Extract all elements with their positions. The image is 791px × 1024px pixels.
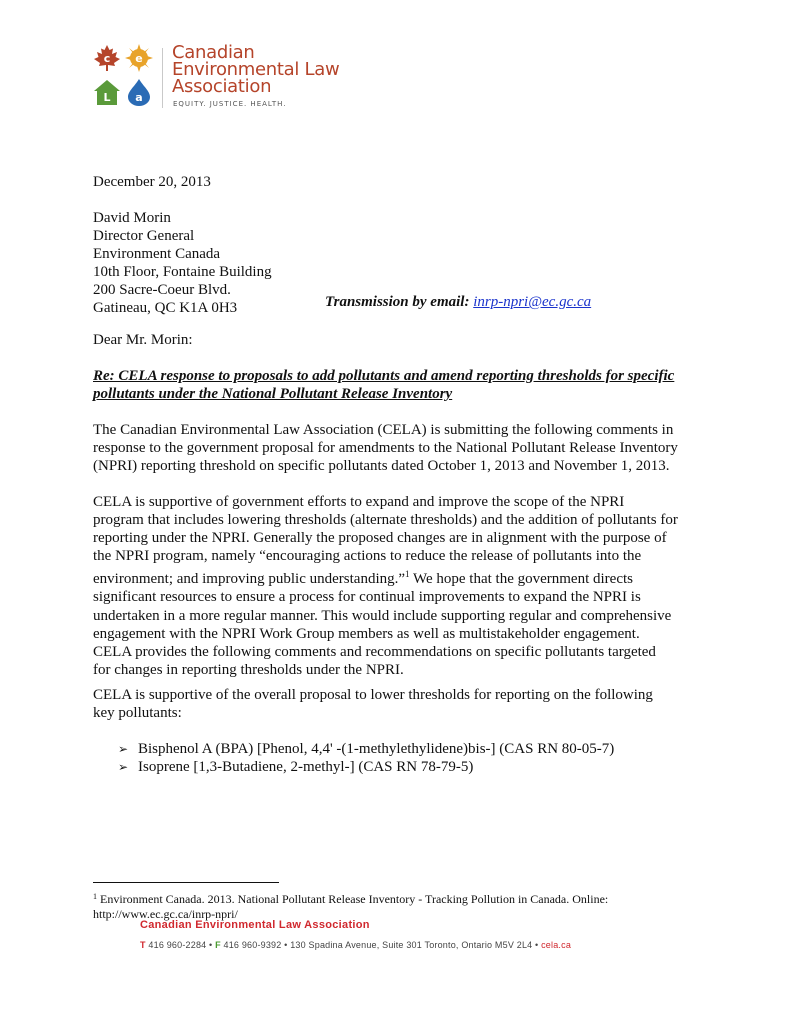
logo-name-line: Environmental Law xyxy=(172,59,340,80)
footer-org-name: Canadian Environmental Law Association xyxy=(140,919,370,931)
footnote-line xyxy=(93,889,608,907)
paragraph-support xyxy=(93,493,713,679)
paragraph-line: for changes in reporting thresholds under the NPRI. xyxy=(93,661,404,678)
paragraph-line: undertaken in a more regular manner. This would include supporting regular and comprehensive xyxy=(93,607,672,624)
cela-logo xyxy=(93,44,343,114)
house-icon xyxy=(93,78,121,106)
logo-divider xyxy=(162,48,163,108)
footer-contact xyxy=(140,940,571,950)
recipient-address-line: 10th Floor, Fontaine Building xyxy=(93,264,272,281)
paragraph-line: CELA provides the following comments and recommendations on specific pollutants targeted xyxy=(93,643,656,660)
footer-fax-address: 416 960-9392 • 130 Spadina Avenue, Suite 301 Toronto, Ontario M5V 2L4 • xyxy=(220,940,542,950)
recipient-address-line: Gatineau, QC K1A 0H3 xyxy=(93,300,238,317)
list-item xyxy=(118,740,614,758)
paragraph-key-pollutants xyxy=(93,686,713,722)
list-item xyxy=(118,758,614,776)
subject-line xyxy=(93,367,713,403)
logo-org-name xyxy=(172,44,339,95)
paragraph-line: reporting under the NPRI. Generally the proposed changes are in alignment with the purpose of xyxy=(93,530,667,547)
paragraph-line-text: environment; and improving public understanding.” xyxy=(93,571,406,588)
transmission-label: Transmission by email: xyxy=(325,294,470,310)
paragraph-line: significant resources to ensure a process for continual improvements to expand the NPRI is xyxy=(93,589,641,606)
subject-line-text: pollutants under the National Pollutant Release Inventory xyxy=(93,386,453,403)
paragraph-line: response to the government proposal for amendments to the National Pollutant Release Inventory xyxy=(93,440,678,457)
logo-icon-grid xyxy=(93,44,155,106)
footnote-number: 1 xyxy=(93,892,97,901)
recipient-org: Environment Canada xyxy=(93,246,221,263)
paragraph-line: CELA is supportive of government efforts to expand and improve the scope of the NPRI xyxy=(93,494,625,510)
arrow-bullet-icon: ➢ xyxy=(118,760,129,774)
paragraph-line-text: We hope that the government directs xyxy=(409,571,633,588)
footer-website-link[interactable]: cela.ca xyxy=(541,940,572,950)
paragraph-line: (NPRI) reporting threshold on specific pollutants dated October 1, 2013 and November 1, 2013. xyxy=(93,458,670,475)
arrow-bullet-icon: ➢ xyxy=(118,742,129,756)
svg-text:c: c xyxy=(103,52,111,65)
footer-tel-label: T xyxy=(140,940,146,950)
recipient-address-line: 200 Sacre-Coeur Blvd. xyxy=(93,282,231,299)
paragraph-line: program that includes lowering thresholds (alternate thresholds) and the addition of pollutants for xyxy=(93,512,678,529)
recipient-name: David Morin xyxy=(93,210,171,226)
footer-fax-label: F xyxy=(215,940,221,950)
logo-tagline: EQUITY. JUSTICE. HEALTH. xyxy=(173,100,287,108)
svg-text:a: a xyxy=(135,91,143,104)
paragraph-line: key pollutants: xyxy=(93,705,182,722)
logo-name-line: Canadian xyxy=(172,42,255,63)
recipient-title: Director General xyxy=(93,228,195,245)
footnote-divider xyxy=(93,882,279,883)
subject-line-text: Re: CELA response to proposals to add pollutants and amend reporting thresholds for specific xyxy=(93,368,675,384)
paragraph-line: The Canadian Environmental Law Association (CELA) is submitting the following comments in xyxy=(93,422,674,438)
svg-text:e: e xyxy=(135,52,143,65)
maple-leaf-icon xyxy=(93,44,121,72)
footnote-reference[interactable]: 1 xyxy=(405,569,410,580)
transmission-note xyxy=(325,293,591,311)
paragraph-intro xyxy=(93,421,713,475)
letter-date: December 20, 2013 xyxy=(93,174,211,190)
footnote-url[interactable]: http://www.ec.gc.ca/inrp-npri/ xyxy=(93,907,238,921)
footer-tel: 416 960-2284 • xyxy=(145,940,216,950)
transmission-email-link[interactable]: inrp-npri@ec.gc.ca xyxy=(473,294,592,310)
paragraph-line: the NPRI program, namely “encouraging actions to reduce the release of pollutants into the xyxy=(93,548,642,565)
list-item-text: Bisphenol A (BPA) [Phenol, 4,4' -(1-methylethylidene)bis-] (CAS RN 80-05-7) xyxy=(138,741,615,757)
footnote-text: Environment Canada. 2013. National Pollutant Release Inventory - Tracking Pollution in Canada. Online: xyxy=(97,892,609,906)
list-item-text: Isoprene [1,3-Butadiene, 2-methyl-] (CAS RN 78-79-5) xyxy=(138,759,474,775)
logo-name-line: Association xyxy=(172,76,272,97)
sun-icon xyxy=(125,44,153,72)
footnote xyxy=(93,889,608,922)
salutation: Dear Mr. Morin: xyxy=(93,332,193,348)
paragraph-line: engagement with the NPRI Work Group members as well as multistakeholder engagement. xyxy=(93,625,640,642)
water-drop-icon xyxy=(125,78,153,106)
svg-text:L: L xyxy=(103,91,111,104)
paragraph-line-with-footnote xyxy=(93,565,713,588)
pollutant-list xyxy=(118,740,614,776)
paragraph-line: CELA is supportive of the overall proposal to lower thresholds for reporting on the following xyxy=(93,687,653,703)
